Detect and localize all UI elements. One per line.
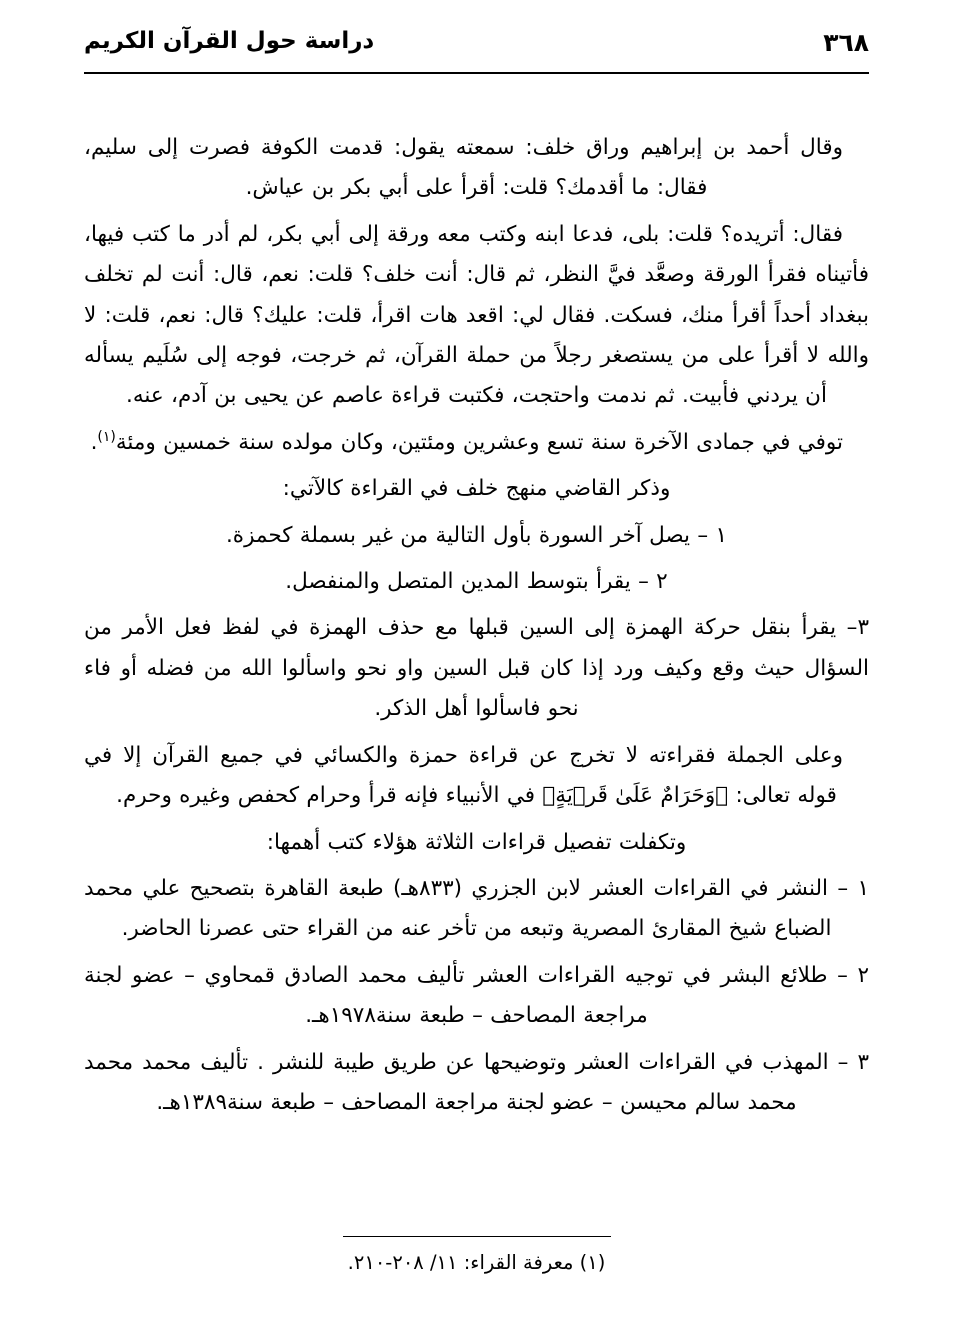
list-item: ٣ – المهذب في القراءات العشر وتوضيحها عن طريق طيبة للنشر . تأليف محمد محمد محمد سالم محيسن – عضو لجنة مراجعة المصاحف – طبعة سنة١٣٨٩هـ. — [84, 1049, 869, 1115]
footnote-text: (١) معرفة القراء: ١١/ ٢٠٨-٢١٠. — [347, 1250, 606, 1274]
list-item: ١ – يصل آخر السورة بأول التالية من غير بسملة كحمزة. — [225, 522, 728, 548]
list-item: ٢ – يقرأ بتوسط المدين المتصل والمنفصل. — [285, 569, 668, 595]
list-item: ١ – النشر في القراءات العشر لابن الجزري (٨٣٣هـ) طبعة القاهرة بتصحيح علي محمد الضباع شيخ المقارئ المصرية وتبعه من تأخر عنه من القراء حتى عصرنا الحاضر. — [84, 875, 869, 942]
paragraph: وقال أحمد بن إبراهيم وراق خلف: سمعته يقول: قدمت الكوفة فصرت إلى سليم، فقال: ما أقدمك؟ قلت: أقرأ على أبي بكر بن عياش. — [84, 135, 843, 201]
page-body — [84, 128, 869, 1210]
paragraph: وتكفلت تفصيل قراءات الثلاثة هؤلاء كتب أهمها: — [266, 829, 687, 855]
paragraph-text: توفي في جمادى الآخرة سنة تسع وعشرين ومئتين، وكان مولده سنة خمسين ومئة — [115, 429, 843, 455]
paragraph: وعلى الجملة فقراءته لا تخرج عن قراءة حمزة والكسائي في جميع القرآن إلا في قوله تعالى: ﴿وَحَرَامٌ عَلَىٰ قَرۡيَةٍ﴾ في الأنبياء فإنه قرأ وحرام كحفص وغيره وحرم. — [84, 742, 843, 809]
paragraph-with-footnote-ref — [84, 423, 869, 463]
paragraph: وذكر القاضي منهج خلف في القراءة كالآتي: — [282, 476, 671, 502]
footnote-ref: (١) — [97, 428, 116, 445]
paragraph-text-end: . — [90, 429, 98, 455]
header-divider — [84, 72, 869, 74]
footnote-area — [84, 1236, 869, 1278]
page-header — [84, 28, 869, 74]
paragraph: فقال: أتريده؟ قلت: بلى، فدعا ابنه وكتب معه ورقة إلى أبي بكر، لم أدر ما كتب فيها، فأتيناه فقرأ الورقة وصعَّد فيَّ النظر، ثم قال: أنت خلف؟ قلت: نعم، قال: أنت لم تخلف ببغداد أحداً أقرأ منك، فسكت. فقال لي: اقعد هات اقرأ، قلت: عليك؟ قال: نعم، قلت: لا والله لا أقرأ على من يستصغر رجلاً من حملة القرآن، ثم خرجت، فوجه إلى سُلَيم يسأله أن يردني فأبيت. ثم ندمت واحتجت، فكتبت قراءة عاصم عن يحيى بن آدم، عنه. — [84, 221, 869, 409]
list-item: ٢ – طلائع البشر في توجيه القراءات العشر تأليف محمد الصادق قمحاوي – عضو لجنة مراجعة المصاحف – طبعة سنة١٩٧٨هـ. — [84, 962, 869, 1029]
page-number: ٣٦٨ — [823, 28, 869, 57]
header-title: دراسة حول القرآن الكريم — [84, 28, 375, 54]
list-item: ٣– يقرأ بنقل حركة الهمزة إلى السين قبلها مع حذف الهمزة في لفظ فعل الأمر من السؤال حيث وقع وكيف ورد إذا كان قبل السين واو نحو واسألوا الله من فضله أو فاء نحو فاسألوا أهل الذكر. — [84, 615, 869, 722]
footnote-divider — [343, 1236, 611, 1237]
